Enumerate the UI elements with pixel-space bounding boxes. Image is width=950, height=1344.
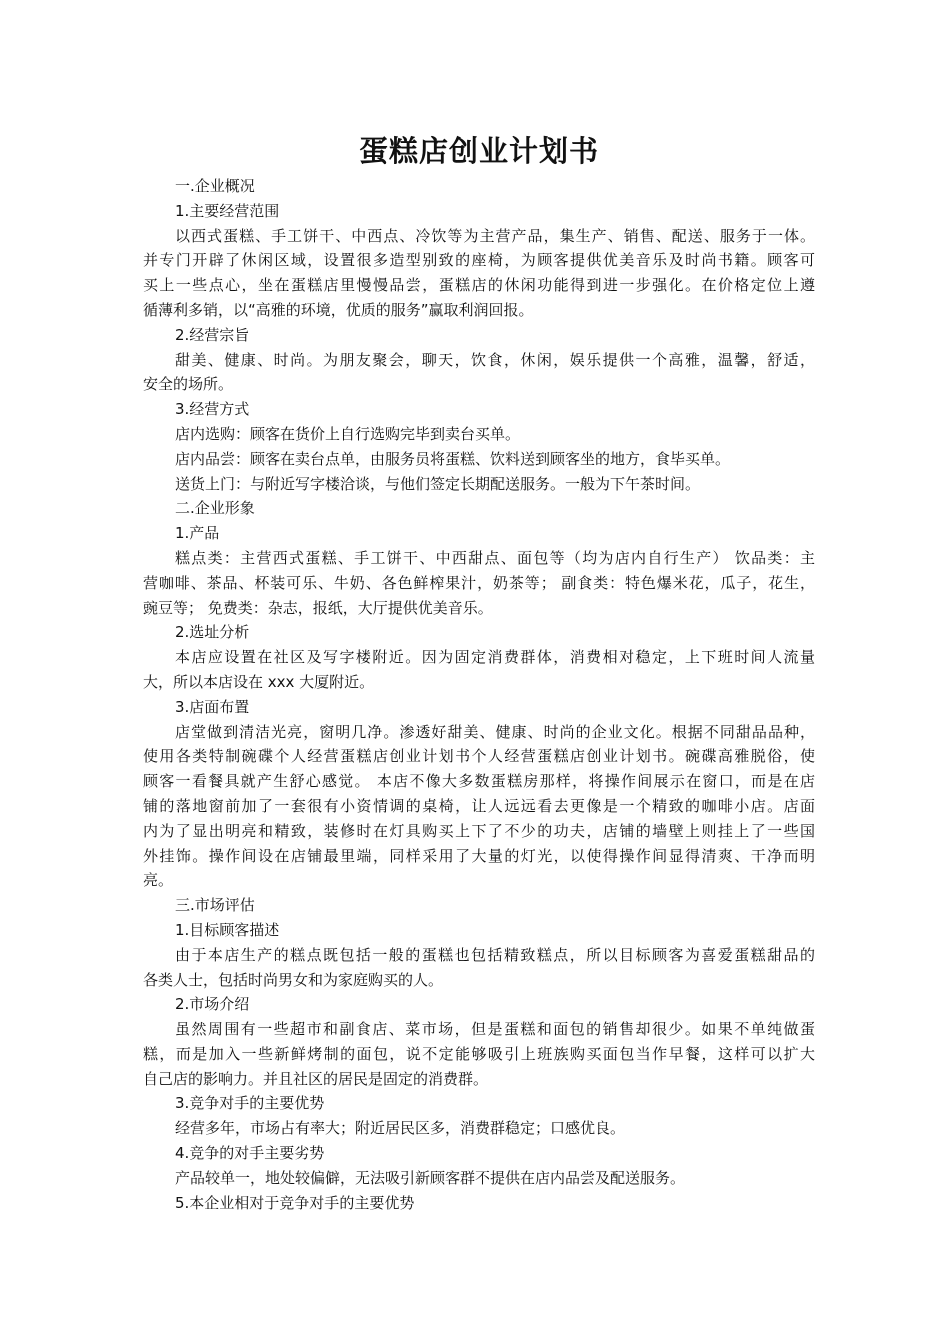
text-line: 循薄利多销，以“高雅的环境，优质的服务”赢取利润回报。	[143, 300, 534, 319]
text-line: 以西式蛋糕、手工饼干、中西点、冷饮等为主营产品，集生产、销售、配送、服务于一体。	[175, 226, 815, 245]
text-line: 店堂做到清洁光亮，窗明几净。渗透好甜美、健康、时尚的企业文化。根据不同甜品品种，	[175, 722, 815, 741]
text-line: 内为了显出明亮和精致，装修时在灯具购买上下了不少的功夫，店铺的墙壁上则挂上了一些国	[143, 821, 815, 840]
text-line: 大，所以本店设在 xxx 大厦附近。	[143, 672, 375, 691]
text-line: 豌豆等； 免费类：杂志，报纸，大厅提供优美音乐。	[143, 598, 493, 617]
text-line: 三.市场评估	[175, 896, 255, 915]
text-line: 一.企业概况	[175, 177, 255, 195]
text-line: 安全的场所。	[143, 375, 234, 394]
document-title: 蛋糕店创业计划书	[358, 134, 599, 168]
text-line: 3.经营方式	[175, 400, 250, 419]
text-line: 二.企业形象	[175, 499, 255, 518]
text-line: 1.目标顾客描述	[175, 920, 280, 939]
text-line: 送货上门：与附近写字楼洽谈，与他们签定长期配送服务。一般为下午茶时间。	[175, 474, 701, 493]
text-line: 2.选址分析	[175, 623, 250, 642]
text-line: 由于本店生产的糕点既包括一般的蛋糕也包括精致糕点，所以目标顾客为喜爱蛋糕甜品的	[175, 945, 815, 964]
text-line: 并专门开辟了休闲区域，设置很多造型别致的座椅，为顾客提供优美音乐及时尚书籍。顾客可	[143, 251, 815, 270]
text-line: 自己店的影响力。并且社区的居民是固定的消费群。	[143, 1069, 489, 1088]
text-line: 亮。	[143, 871, 174, 890]
text-line: 经营多年，市场占有率大；附近居民区多，消费群稳定；口感优良。	[175, 1119, 626, 1138]
text-line: 顾客一看餐具就产生舒心感觉。 本店不像大多数蛋糕房那样，将操作间展示在窗口，而是在店	[143, 772, 815, 791]
text-line: 1.主要经营范围	[175, 201, 280, 220]
text-line: 买上一些点心，坐在蛋糕店里慢慢品尝，蛋糕店的休闲功能得到进一步强化。在价格定位上遵	[143, 276, 815, 295]
text-line: 2.经营宗旨	[175, 325, 250, 344]
text-line: 1.产品	[175, 524, 220, 543]
text-line: 糕点类：主营西式蛋糕、手工饼干、中西甜点、面包等（均为店内自行生产） 饮品类：主	[175, 548, 815, 567]
text-line: 3.店面布置	[175, 697, 250, 716]
text-line: 各类人士，包括时尚男女和为家庭购买的人。	[143, 970, 444, 989]
text-line: 5.本企业相对于竞争对手的主要优势	[175, 1193, 415, 1212]
text-line: 糕，而是加入一些新鲜烤制的面包，说不定能够吸引上班族购买面包当作早餐，这样可以扩大	[143, 1044, 815, 1063]
text-line: 使用各类特制碗碟个人经营蛋糕店创业计划书个人经营蛋糕店创业计划书。碗碟高雅脱俗，使	[143, 747, 815, 766]
text-line: 铺的落地窗前加了一套很有小资情调的桌椅，让人远远看去更像是一个精致的咖啡小店。店面	[143, 796, 815, 815]
text-line: 甜美、健康、时尚。为朋友聚会，聊天，饮食，休闲，娱乐提供一个高雅，温馨，舒适，	[175, 350, 815, 369]
text-line: 店内选购：顾客在货价上自行选购完毕到卖台买单。	[175, 424, 521, 443]
text-line: 虽然周围有一些超市和副食店、菜市场，但是蛋糕和面包的销售却很少。如果不单纯做蛋	[175, 1020, 815, 1039]
text-line: 店内品尝：顾客在卖台点单，由服务员将蛋糕、饮料送到顾客坐的地方，食毕买单。	[175, 449, 731, 468]
document-body	[143, 128, 815, 1215]
text-line: 4.竞争的对手主要劣势	[175, 1144, 325, 1163]
document-lines	[143, 174, 815, 1215]
text-line: 2.市场介绍	[175, 995, 250, 1014]
text-line: 营咖啡、茶品、杯装可乐、牛奶、各色鲜榨果汁，奶茶等； 副食类：特色爆米花，瓜子，花生，	[143, 573, 815, 592]
text-line: 3.竞争对手的主要优势	[175, 1094, 325, 1113]
text-line: 外挂饰。操作间设在店铺最里端，同样采用了大量的灯光，以使得操作间显得清爽、干净而明	[143, 846, 815, 865]
text-line: 产品较单一，地处较偏僻，无法吸引新顾客群不提供在店内品尝及配送服务。	[175, 1168, 686, 1187]
text-line: 本店应设置在社区及写字楼附近。因为固定消费群体，消费相对稳定，上下班时间人流量	[175, 648, 815, 667]
